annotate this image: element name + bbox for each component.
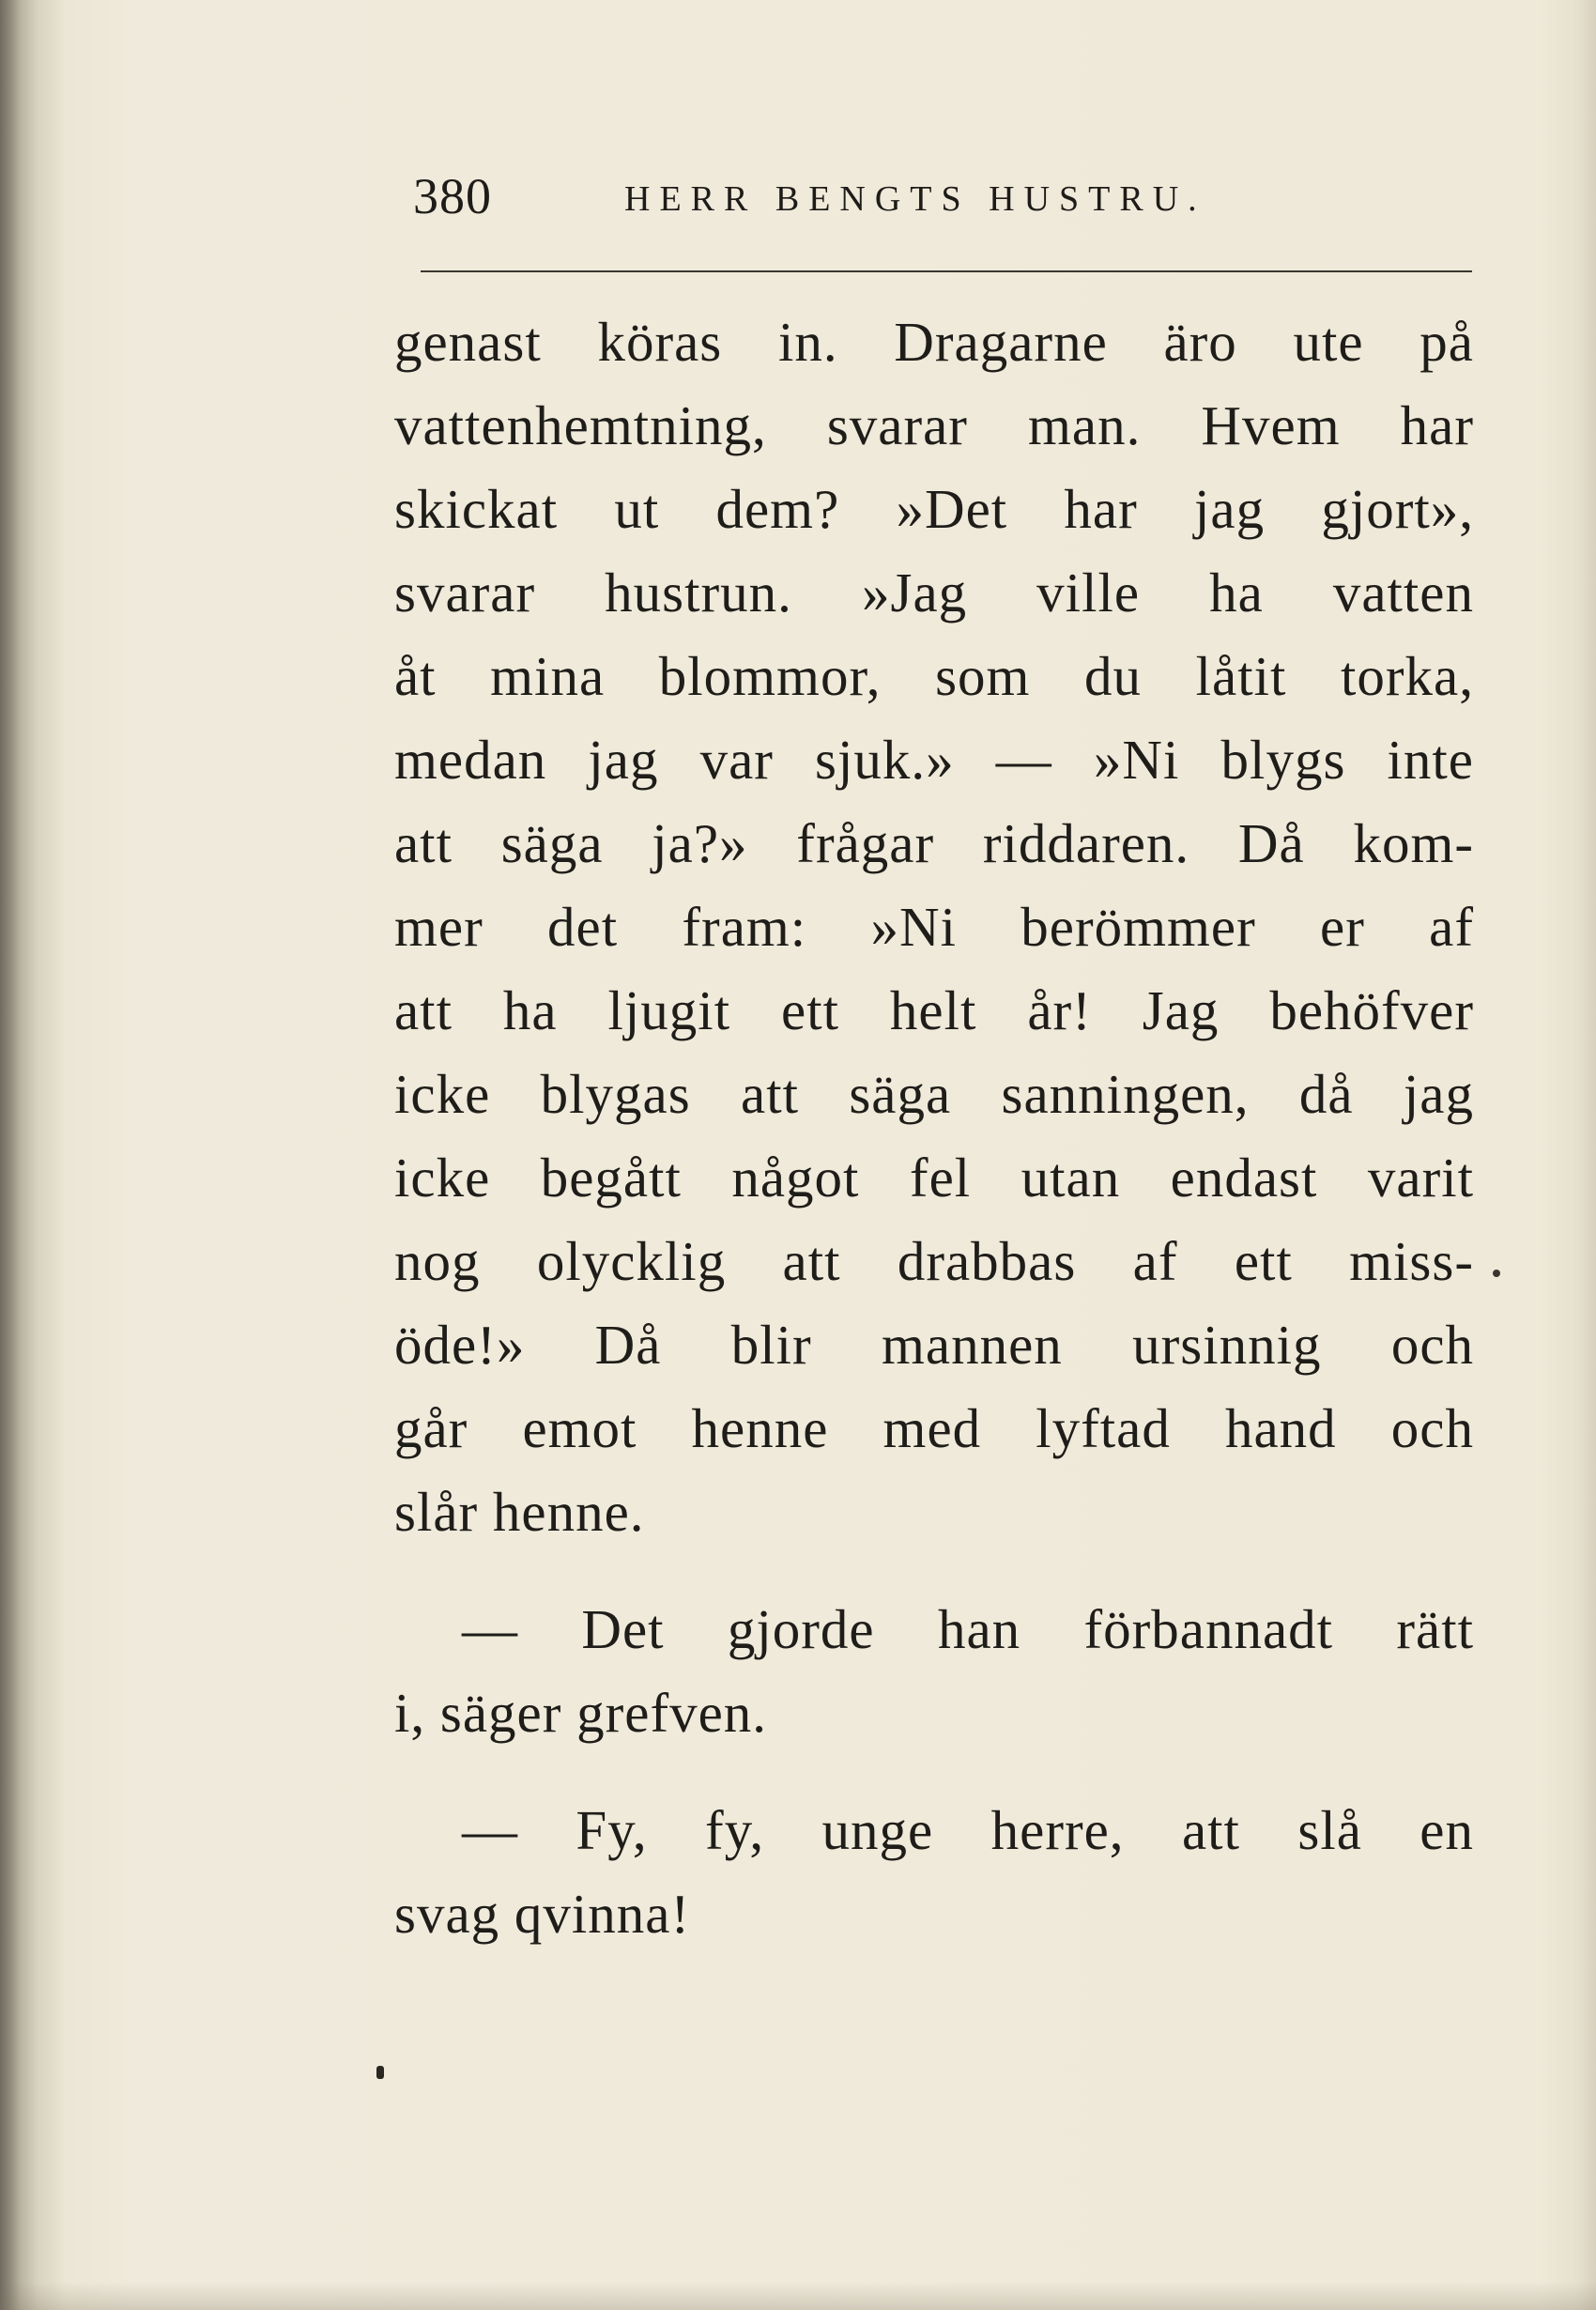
text-line: slår henne. xyxy=(394,1481,645,1543)
running-title: HERR BENGTS HUSTRU. xyxy=(624,179,1206,219)
page-number: 380 xyxy=(413,168,492,224)
text-line: att ha ljugit ett helt år! Jag behöfver xyxy=(394,979,1474,1041)
text-line: svarar hustrun. »Jag ville ha vatten xyxy=(394,562,1474,624)
text-line: medan jag var sjuk.» — »Ni blygs inte xyxy=(394,729,1474,791)
text-line: svag qvinna! xyxy=(394,1883,691,1945)
text-line: skickat ut dem? »Det har jag gjort», xyxy=(394,478,1474,540)
ink-speck xyxy=(1493,1270,1500,1277)
text-line: nog olycklig att drabbas af ett miss- xyxy=(394,1230,1474,1292)
text-line: — Det gjorde han förbannadt rätt xyxy=(462,1598,1474,1660)
running-head xyxy=(413,167,1465,242)
text-line: att säga ja?» frågar riddaren. Då kom- xyxy=(394,812,1474,874)
text-line: går emot henne med lyftad hand och xyxy=(394,1397,1474,1459)
text-line: i, säger grefven. xyxy=(394,1682,768,1744)
paragraph xyxy=(394,1588,1474,1755)
text-line: åt mina blommor, som du låtit torka, xyxy=(394,645,1474,707)
paragraph xyxy=(394,1789,1474,1956)
text-line: icke blygas att säga sanningen, då jag xyxy=(394,1063,1474,1125)
header-rule xyxy=(421,270,1472,272)
paragraph xyxy=(394,300,1474,1554)
ink-mark xyxy=(376,2066,384,2079)
text-line: genast köras in. Dragarne äro ute på xyxy=(394,311,1474,373)
page-text xyxy=(394,300,1474,1956)
paragraph-gap xyxy=(394,1554,1474,1588)
text-line: — Fy, fy, unge herre, att slå en xyxy=(462,1799,1474,1861)
text-line: icke begått något fel utan endast varit xyxy=(394,1147,1474,1209)
text-line: öde!» Då blir mannen ursinnig och xyxy=(394,1314,1474,1376)
text-line: vattenhemtning, svarar man. Hvem har xyxy=(394,394,1474,456)
text-line: mer det fram: »Ni berömmer er af xyxy=(394,896,1474,958)
paragraph-gap xyxy=(394,1755,1474,1789)
